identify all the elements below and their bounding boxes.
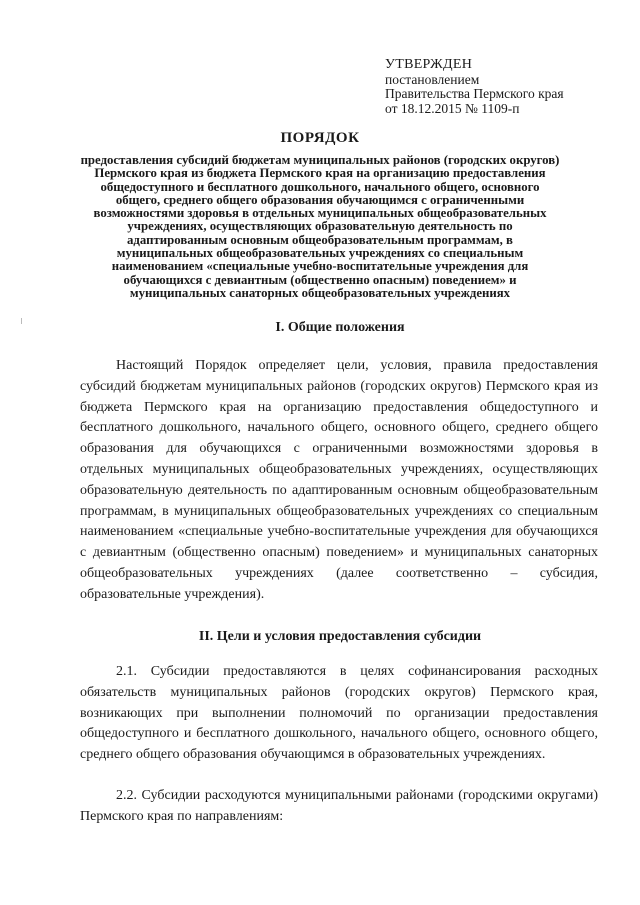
approval-line-3: от 18.12.2015 № 1109-п: [385, 100, 520, 116]
approval-stamp: [385, 58, 564, 116]
approval-heading: УТВЕРЖДЕН: [385, 57, 473, 72]
section-1-heading: I. Общие положения: [275, 320, 405, 335]
margin-mark: [21, 318, 22, 324]
section-2-heading: II. Цели и условия предоставления субсидии: [198, 629, 482, 644]
section-1-paragraph: Настоящий Порядок определяет цели, условия, правила предоставления субсидий бюджетам муниципальных районов (городских округов) Пермского края из бюджета Пермского края на организацию предоставления общедоступного и бесплатного дошкольного, начального общего, основного общего, среднего общего образования для обучающихся с ограниченными возможностями здоровья в отдельных муниципальных общеобразовательных учреждениях, осуществляющих образовательную деятельность по адаптированным основным общеобразовательным программам, в муниципальных общеобразовательных учреждениях со специальным наименованием «специальные учебно-воспитательные учреждения для обучающихся с девиантным (общественно опасным) поведением» и муниципальных санаторных общеобразовательных учреждениях (далее соответственно – субсидия, образовательные учреждения).: [80, 358, 598, 602]
document-title: ПОРЯДОК: [280, 130, 360, 146]
document-subtitle: предоставления субсидий бюджетам муниципальных районов (городских округов) Пермского края из бюджета Пермского края на организацию предоставления общедоступного и бесплатного дошкольного, начального общего, основного общего, среднего общего образования обучающимся с ограниченными возможностями здоровья в отдельных муниципальных общеобразовательных учреждениях, осуществляющих образовательную деятельность по адаптированным основным общеобразовательным программам, в муниципальных общеобразовательных учреждениях со специальным наименованием «специальные учебно-воспитательные учреждения для обучающихся с девиантным (общественно опасным) поведением» и муниципальных санаторных общеобразовательных учреждениях: [80, 153, 560, 300]
clause-2-2: 2.2. Субсидии расходуются муниципальными районами (городскими округами) Пермского края по направлениям:: [80, 788, 598, 824]
clause-2-1: 2.1. Субсидии предоставляются в целях софинансирования расходных обязательств муниципальных районов (городских округов) Пермского края, возникающих при выполнении полномочий по организации предоставления общедоступного и бесплатного дошкольного, начального общего, основного общего, среднего общего образования обучающимся в образовательных учреждениях.: [80, 664, 598, 763]
approval-line-1: постановлением: [385, 71, 480, 87]
approval-line-2: Правительства Пермского края: [385, 86, 564, 101]
